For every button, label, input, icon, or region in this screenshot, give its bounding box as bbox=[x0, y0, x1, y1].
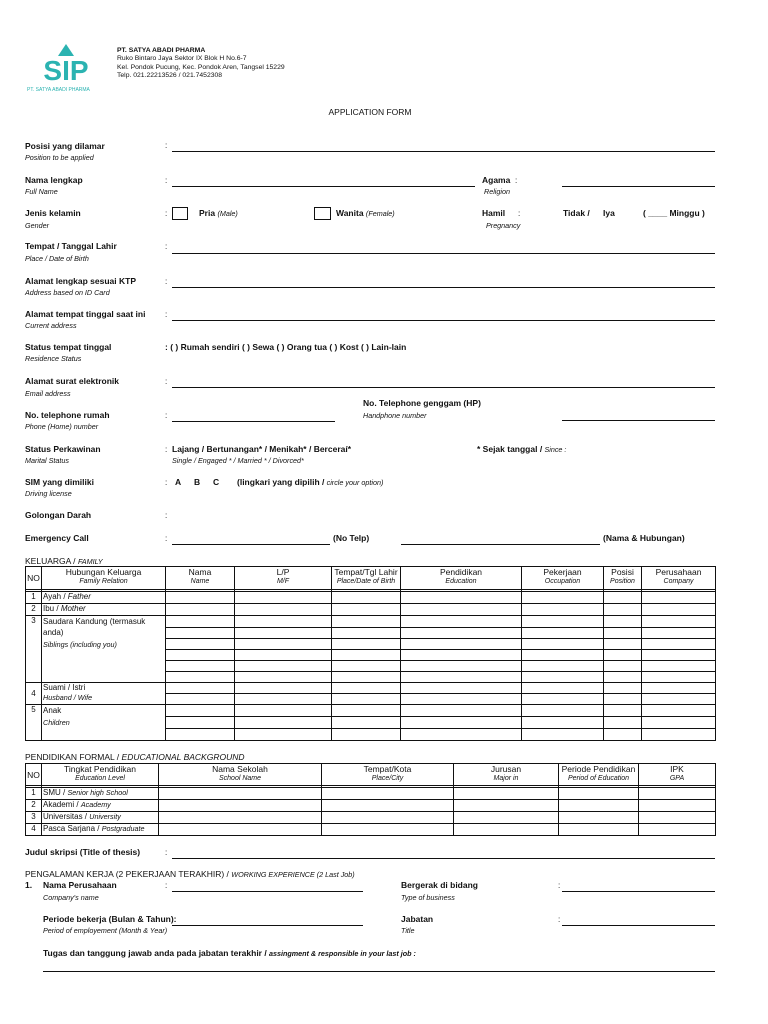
table-row bbox=[26, 592, 716, 604]
family-cell[interactable] bbox=[166, 717, 235, 729]
posisi-label: Posisi yang dilamar bbox=[25, 141, 105, 151]
colon: : bbox=[165, 881, 168, 890]
family-cell[interactable] bbox=[332, 683, 401, 694]
company-logo-graphic bbox=[24, 42, 108, 94]
logo-letters: SIP bbox=[43, 55, 89, 86]
colon: : bbox=[165, 848, 168, 857]
edu-cell[interactable] bbox=[454, 824, 559, 836]
hamil-tidak[interactable]: Tidak / bbox=[563, 208, 590, 218]
family-cell[interactable] bbox=[522, 672, 604, 683]
posisi-sublabel: Position to be applied bbox=[25, 153, 94, 162]
family-cell[interactable] bbox=[235, 661, 332, 672]
family-th-birth: Tempat/Tgl Lahir Place/Date of Birth bbox=[332, 567, 401, 590]
ktp-address-label: Alamat lengkap sesuai KTP bbox=[25, 276, 137, 286]
family-cell[interactable] bbox=[235, 694, 332, 705]
company-name-label: Nama Perusahaan bbox=[43, 880, 117, 890]
family-cell[interactable] bbox=[166, 616, 235, 628]
family-cell[interactable] bbox=[166, 592, 235, 604]
duties-input-line[interactable] bbox=[43, 971, 715, 972]
edu-th-level: Tingkat Pendidikan Education Level bbox=[42, 764, 159, 786]
pria-label: Pria bbox=[199, 208, 216, 218]
family-title-en: FAMILY bbox=[77, 557, 103, 566]
birth-label: Tempat / Tanggal Lahir bbox=[25, 241, 117, 251]
edu-level-postgraduate: Pasca Sarjana / Postgraduate bbox=[42, 824, 159, 836]
family-cell[interactable] bbox=[604, 639, 642, 650]
duties-en: assingment & responsible in your last job : bbox=[268, 949, 416, 958]
colon: : bbox=[165, 277, 168, 286]
marital-options-en: Single / Engaged * / Married * / Divorced* bbox=[172, 456, 304, 465]
family-cell[interactable] bbox=[604, 705, 642, 717]
sim-option-c[interactable]: C bbox=[213, 477, 220, 487]
family-cell[interactable] bbox=[401, 650, 522, 661]
family-cell[interactable] bbox=[166, 694, 235, 705]
family-cell[interactable] bbox=[332, 694, 401, 705]
since-label: * Sejak tanggal / bbox=[477, 444, 543, 454]
posisi-input-line[interactable] bbox=[172, 151, 715, 152]
table-row bbox=[26, 705, 716, 717]
birth-input-line[interactable] bbox=[172, 253, 715, 254]
family-cell[interactable] bbox=[522, 694, 604, 705]
edu-cell[interactable] bbox=[639, 800, 716, 812]
sim-option-a[interactable]: A bbox=[175, 477, 182, 487]
edu-cell[interactable] bbox=[559, 824, 639, 836]
current-address-input-line[interactable] bbox=[172, 320, 715, 321]
home-phone-label: No. telephone rumah bbox=[25, 410, 110, 420]
company-name: PT. SATYA ABADI PHARMA bbox=[117, 47, 206, 54]
row-no: 4 bbox=[26, 683, 42, 705]
pria-option bbox=[199, 208, 238, 218]
family-cell[interactable] bbox=[332, 705, 401, 717]
family-cell[interactable] bbox=[166, 683, 235, 694]
family-cell[interactable] bbox=[235, 717, 332, 729]
business-field-sublabel: Type of business bbox=[401, 893, 455, 902]
family-cell[interactable] bbox=[522, 705, 604, 717]
form-title: APPLICATION FORM bbox=[328, 107, 412, 117]
residence-status-label: Status tempat tinggal bbox=[25, 342, 112, 352]
business-field-input-line[interactable] bbox=[562, 891, 715, 892]
job-title-input-line[interactable] bbox=[562, 925, 715, 926]
family-cell[interactable] bbox=[332, 639, 401, 650]
family-cell[interactable] bbox=[332, 729, 401, 741]
family-cell[interactable] bbox=[235, 604, 332, 616]
agama-sublabel: Religion bbox=[484, 187, 510, 196]
family-header-row bbox=[26, 567, 716, 590]
family-cell[interactable] bbox=[332, 604, 401, 616]
work-period-sublabel: Period of employement (Month & Year) bbox=[43, 926, 168, 935]
edu-cell[interactable] bbox=[159, 824, 322, 836]
edu-th-gpa: IPK GPA bbox=[639, 764, 716, 786]
family-cell[interactable] bbox=[642, 661, 716, 672]
family-th-no: NO bbox=[26, 567, 42, 590]
family-th-gender: L/P M/F bbox=[235, 567, 332, 590]
sim-note-id: (lingkari yang dipilih / bbox=[237, 477, 325, 487]
family-th-position: Posisi Position bbox=[604, 567, 642, 590]
family-cell[interactable] bbox=[401, 694, 522, 705]
edu-cell[interactable] bbox=[454, 788, 559, 800]
family-cell[interactable] bbox=[642, 729, 716, 741]
family-cell[interactable] bbox=[235, 650, 332, 661]
family-cell[interactable] bbox=[522, 717, 604, 729]
family-cell[interactable] bbox=[166, 639, 235, 650]
row-no: 1 bbox=[26, 788, 42, 800]
agama-label: Agama bbox=[482, 175, 511, 185]
email-label: Alamat surat elektronik bbox=[25, 376, 120, 386]
education-title-en: EDUCATIONAL BACKGROUND bbox=[121, 752, 245, 762]
table-row bbox=[26, 812, 716, 824]
wanita-option bbox=[336, 208, 395, 218]
hamil-iya[interactable]: Iya bbox=[603, 208, 615, 218]
since-en: Since : bbox=[544, 445, 567, 454]
family-cell[interactable] bbox=[604, 628, 642, 639]
family-cell[interactable] bbox=[166, 672, 235, 683]
row-no: 2 bbox=[26, 800, 42, 812]
company-name-input-line[interactable] bbox=[172, 891, 363, 892]
family-cell[interactable] bbox=[522, 729, 604, 741]
family-cell[interactable] bbox=[401, 717, 522, 729]
family-th-relation: Hubungan Keluarga Family Relation bbox=[42, 567, 166, 590]
gender-label: Jenis kelamin bbox=[25, 208, 81, 218]
education-title: PENDIDIKAN FORMAL / bbox=[25, 752, 120, 762]
family-cell[interactable] bbox=[401, 672, 522, 683]
family-cell[interactable] bbox=[401, 628, 522, 639]
family-cell[interactable] bbox=[235, 683, 332, 694]
sim-label: SIM yang dimiliki bbox=[25, 477, 94, 487]
family-cell[interactable] bbox=[235, 592, 332, 604]
family-cell[interactable] bbox=[166, 729, 235, 741]
family-cell[interactable] bbox=[332, 616, 401, 628]
education-table bbox=[25, 763, 716, 836]
family-cell[interactable] bbox=[235, 672, 332, 683]
family-cell[interactable] bbox=[522, 592, 604, 604]
email-input-line[interactable] bbox=[172, 387, 715, 388]
colon: : bbox=[558, 881, 561, 890]
colon: : bbox=[165, 478, 168, 487]
email-sublabel: Email address bbox=[25, 389, 71, 398]
family-cell[interactable] bbox=[642, 628, 716, 639]
family-cell[interactable] bbox=[166, 628, 235, 639]
edu-th-period: Periode Pendidikan Period of Education bbox=[559, 764, 639, 786]
colon: : bbox=[165, 377, 168, 386]
work-period-label: Periode bekerja (Bulan & Tahun): bbox=[43, 914, 177, 924]
family-th-occupation: Pekerjaan Occupation bbox=[522, 567, 604, 590]
edu-cell[interactable] bbox=[639, 788, 716, 800]
colon: : bbox=[518, 209, 521, 218]
company-phone: Telp. 021.22213526 / 021.7452308 bbox=[117, 71, 223, 79]
family-cell[interactable] bbox=[522, 639, 604, 650]
home-phone-sublabel: Phone (Home) number bbox=[25, 422, 99, 431]
since-date bbox=[477, 444, 566, 454]
colon: : bbox=[165, 411, 168, 420]
family-cell[interactable] bbox=[522, 661, 604, 672]
hp-sublabel: Handphone number bbox=[363, 411, 427, 420]
emergency-phone-line[interactable] bbox=[172, 544, 330, 545]
family-relation-father: Ayah / Father bbox=[42, 592, 166, 604]
sim-option-b[interactable]: B bbox=[194, 477, 201, 487]
family-cell[interactable] bbox=[642, 717, 716, 729]
family-cell[interactable] bbox=[642, 672, 716, 683]
family-cell[interactable] bbox=[401, 604, 522, 616]
birth-sublabel: Place / Date of Birth bbox=[25, 254, 89, 263]
family-cell[interactable] bbox=[604, 604, 642, 616]
company-address-2: Kel. Pondok Pucung, Kec. Pondok Aren, Tangsel 15229 bbox=[117, 63, 285, 71]
work-title: PENGALAMAN KERJA (2 PEKERJAAN TERAKHIR) / bbox=[25, 869, 229, 879]
wanita-checkbox[interactable] bbox=[314, 207, 331, 220]
edu-cell[interactable] bbox=[454, 800, 559, 812]
nama-label: Nama lengkap bbox=[25, 175, 83, 185]
colon: : bbox=[165, 242, 168, 251]
edu-level-university: Universitas / University bbox=[42, 812, 159, 824]
colon: : bbox=[165, 141, 168, 150]
family-cell[interactable] bbox=[401, 683, 522, 694]
family-cell[interactable] bbox=[332, 672, 401, 683]
row-no: 2 bbox=[26, 604, 42, 616]
family-cell[interactable] bbox=[401, 729, 522, 741]
pria-en: (Male) bbox=[217, 209, 238, 218]
table-row bbox=[26, 683, 716, 694]
work-title-en: WORKING EXPERIENCE (2 Last Job) bbox=[231, 870, 355, 879]
edu-th-school: Nama Sekolah School Name bbox=[159, 764, 322, 786]
family-cell[interactable] bbox=[166, 604, 235, 616]
thesis-label: Judul skripsi (Title of thesis) bbox=[25, 847, 141, 857]
row-no: 3 bbox=[26, 812, 42, 824]
edu-th-city: Tempat/Kota Place/City bbox=[322, 764, 454, 786]
marital-options[interactable]: Lajang / Bertunangan* / Menikah* / Berceraí* bbox=[172, 444, 352, 454]
thesis-input-line[interactable] bbox=[172, 858, 715, 859]
family-cell[interactable] bbox=[332, 592, 401, 604]
edu-cell[interactable] bbox=[159, 812, 322, 824]
family-cell[interactable] bbox=[332, 650, 401, 661]
family-cell[interactable] bbox=[604, 661, 642, 672]
residence-status-sublabel: Residence Status bbox=[25, 354, 82, 363]
family-cell[interactable] bbox=[642, 683, 716, 694]
edu-cell[interactable] bbox=[159, 788, 322, 800]
edu-cell[interactable] bbox=[322, 812, 454, 824]
family-cell[interactable] bbox=[642, 604, 716, 616]
family-relation-siblings: Saudara Kandung (termasuk anda) Siblings (including you) bbox=[42, 616, 166, 683]
family-section-title bbox=[25, 556, 103, 566]
family-th-education: Pendidikan Education bbox=[401, 567, 522, 590]
family-cell[interactable] bbox=[604, 650, 642, 661]
family-relation-mother: Ibu / Mother bbox=[42, 604, 166, 616]
family-cell[interactable] bbox=[401, 639, 522, 650]
edu-level-smu: SMU / Senior high School bbox=[42, 788, 159, 800]
edu-cell[interactable] bbox=[639, 812, 716, 824]
edu-cell[interactable] bbox=[454, 812, 559, 824]
family-cell[interactable] bbox=[642, 592, 716, 604]
colon: : bbox=[165, 445, 168, 454]
family-cell[interactable] bbox=[166, 650, 235, 661]
table-row bbox=[26, 616, 716, 628]
edu-th-no: NO bbox=[26, 764, 42, 786]
family-cell[interactable] bbox=[235, 729, 332, 741]
current-address-label: Alamat tempat tinggal saat ini bbox=[25, 309, 146, 319]
edu-cell[interactable] bbox=[559, 812, 639, 824]
family-cell[interactable] bbox=[235, 705, 332, 717]
family-cell[interactable] bbox=[604, 717, 642, 729]
family-cell[interactable] bbox=[642, 639, 716, 650]
family-cell[interactable] bbox=[166, 661, 235, 672]
wanita-label: Wanita bbox=[336, 208, 364, 218]
family-cell[interactable] bbox=[332, 628, 401, 639]
family-th-company: Perusahaan Company bbox=[642, 567, 716, 590]
row-no: 4 bbox=[26, 824, 42, 836]
pria-checkbox[interactable] bbox=[172, 207, 188, 220]
row-no: 3 bbox=[26, 616, 42, 683]
family-cell[interactable] bbox=[235, 639, 332, 650]
family-cell[interactable] bbox=[235, 616, 332, 628]
family-relation-spouse: Suami / Istri Husband / Wife bbox=[42, 683, 166, 705]
family-cell[interactable] bbox=[604, 694, 642, 705]
sim-note bbox=[237, 477, 383, 487]
hamil-minggu: ( ____ Minggu ) bbox=[643, 208, 705, 218]
family-cell[interactable] bbox=[332, 661, 401, 672]
blood-type-label: Golongan Darah bbox=[25, 510, 92, 520]
business-field-label: Bergerak di bidang bbox=[401, 880, 478, 890]
family-cell[interactable] bbox=[642, 650, 716, 661]
family-th-name: Nama Name bbox=[166, 567, 235, 590]
work-section-title bbox=[25, 869, 355, 879]
family-cell[interactable] bbox=[522, 628, 604, 639]
family-cell[interactable] bbox=[604, 672, 642, 683]
ktp-address-sublabel: Address based on ID Card bbox=[25, 288, 110, 297]
row-no: 1 bbox=[26, 592, 42, 604]
duties-label: Tugas dan tanggung jawab anda pada jabatan terakhir / bbox=[43, 948, 267, 958]
colon: : bbox=[165, 511, 168, 520]
emergency-name-line[interactable] bbox=[401, 544, 600, 545]
edu-cell[interactable] bbox=[559, 788, 639, 800]
family-cell[interactable] bbox=[166, 705, 235, 717]
family-cell[interactable] bbox=[522, 683, 604, 694]
gender-sublabel: Gender bbox=[25, 221, 49, 230]
family-cell[interactable] bbox=[642, 694, 716, 705]
agama-input-line[interactable] bbox=[562, 186, 715, 187]
colon: : bbox=[165, 209, 168, 218]
colon: : bbox=[165, 310, 168, 319]
colon: : bbox=[515, 176, 518, 185]
family-cell[interactable] bbox=[642, 705, 716, 717]
hp-label: No. Telephone genggam (HP) bbox=[363, 398, 481, 408]
table-row bbox=[26, 604, 716, 616]
duties-prompt bbox=[43, 948, 416, 958]
logo-caption: PT. SATYA ABADI PHARMA bbox=[27, 87, 90, 93]
nama-input-line[interactable] bbox=[172, 186, 475, 187]
family-cell[interactable] bbox=[522, 650, 604, 661]
family-cell[interactable] bbox=[401, 661, 522, 672]
family-cell[interactable] bbox=[604, 683, 642, 694]
family-cell[interactable] bbox=[604, 592, 642, 604]
family-cell[interactable] bbox=[401, 616, 522, 628]
family-relation-children: Anak Children bbox=[42, 705, 166, 741]
edu-cell[interactable] bbox=[322, 788, 454, 800]
table-row bbox=[26, 824, 716, 836]
marital-sublabel: Marital Status bbox=[25, 456, 69, 465]
colon: : bbox=[165, 534, 168, 543]
education-section-title bbox=[25, 752, 245, 762]
wanita-en: (Female) bbox=[365, 209, 395, 218]
current-address-sublabel: Current address bbox=[25, 321, 77, 330]
company-address-1: Ruko Bintaro Jaya Sektor IX Blok H No.6-7 bbox=[117, 55, 247, 63]
table-row bbox=[26, 788, 716, 800]
company-info bbox=[117, 47, 285, 80]
family-cell[interactable] bbox=[604, 616, 642, 628]
family-cell[interactable] bbox=[522, 604, 604, 616]
company-name-sublabel: Company's name bbox=[43, 893, 99, 902]
sim-sublabel: Driving license bbox=[25, 489, 72, 498]
home-phone-input-line[interactable] bbox=[172, 421, 335, 422]
row-no: 5 bbox=[26, 705, 42, 741]
colon: : bbox=[165, 176, 168, 185]
family-cell[interactable] bbox=[401, 705, 522, 717]
family-cell[interactable] bbox=[401, 592, 522, 604]
emergency-label: Emergency Call bbox=[25, 533, 89, 543]
family-cell[interactable] bbox=[235, 628, 332, 639]
job-title-label: Jabatan bbox=[401, 914, 434, 924]
edu-cell[interactable] bbox=[322, 824, 454, 836]
edu-cell[interactable] bbox=[322, 800, 454, 812]
edu-cell[interactable] bbox=[559, 800, 639, 812]
hamil-label: Hamil bbox=[482, 208, 506, 218]
edu-cell[interactable] bbox=[639, 824, 716, 836]
hp-input-line[interactable] bbox=[562, 420, 715, 421]
colon: : bbox=[558, 915, 561, 924]
family-table bbox=[25, 566, 716, 741]
family-title: KELUARGA / bbox=[25, 556, 76, 566]
edu-th-major: Jurusan Major in bbox=[454, 764, 559, 786]
sim-note-en: circle your option) bbox=[326, 478, 384, 487]
family-cell[interactable] bbox=[604, 729, 642, 741]
job-title-sublabel: Title bbox=[401, 926, 415, 935]
emergency-phone-label: (No Telp) bbox=[333, 533, 370, 543]
edu-level-academy: Akademi / Academy bbox=[42, 800, 159, 812]
family-cell[interactable] bbox=[332, 717, 401, 729]
work-item-number: 1. bbox=[25, 880, 33, 890]
edu-cell[interactable] bbox=[159, 800, 322, 812]
ktp-address-input-line[interactable] bbox=[172, 287, 715, 288]
family-cell[interactable] bbox=[642, 616, 716, 628]
table-row bbox=[26, 800, 716, 812]
marital-label: Status Perkawinan bbox=[25, 444, 101, 454]
company-logo bbox=[24, 42, 108, 94]
work-period-input-line[interactable] bbox=[172, 925, 363, 926]
residence-status-options[interactable]: : ( ) Rumah sendiri ( ) Sewa ( ) Orang tua ( ) Kost ( ) Lain-lain bbox=[165, 342, 407, 352]
emergency-name-label: (Nama & Hubungan) bbox=[603, 533, 685, 543]
nama-sublabel: Full Name bbox=[25, 187, 58, 196]
education-header-row bbox=[26, 764, 716, 786]
family-cell[interactable] bbox=[522, 616, 604, 628]
hamil-sublabel: Pregnancy bbox=[486, 221, 521, 230]
